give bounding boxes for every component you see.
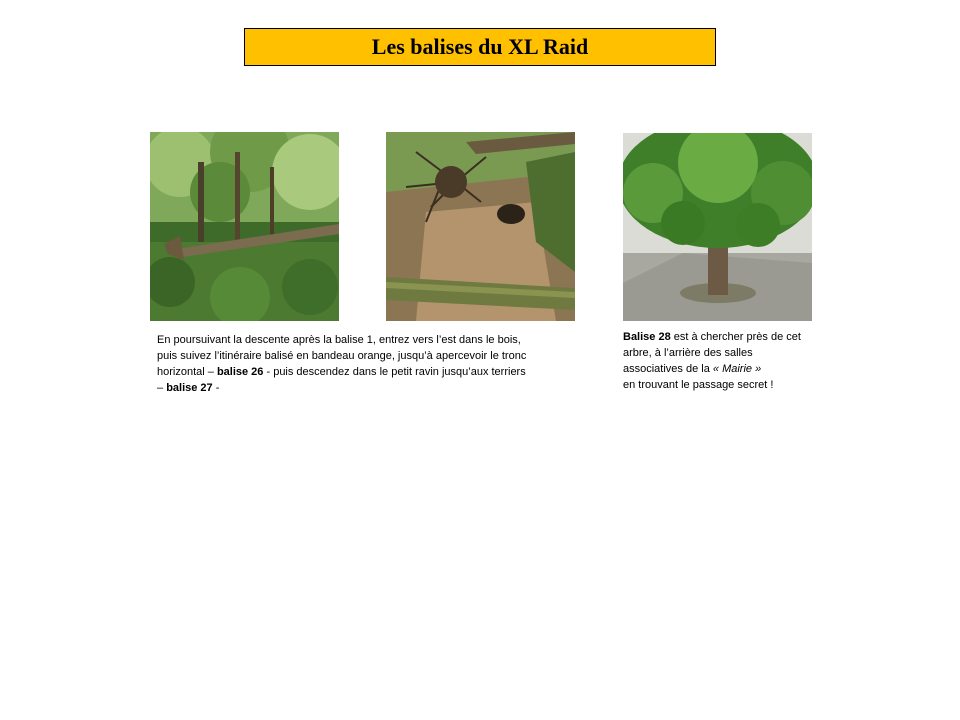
balise-27-label: balise 27: [166, 382, 213, 394]
mairie-label: « Mairie »: [712, 363, 762, 375]
caption1-line1: En poursuivant la descente après la balise 1, entrez vers l’est dans le bois,: [157, 334, 521, 346]
caption1-line3-pre: horizontal –: [157, 366, 217, 378]
page-title: Les balises du XL Raid: [371, 34, 589, 59]
tree-courtyard-photo: [623, 133, 812, 321]
caption-balises-26-27: [157, 332, 577, 396]
title-banner: [244, 28, 716, 66]
balise-26-label: balise 26: [216, 366, 264, 378]
caption2-line4: en trouvant le passage secret !: [623, 379, 774, 391]
forest-fallen-tree-photo: [150, 132, 339, 321]
balise-28-label: Balise 28: [623, 331, 671, 343]
caption1-line3-post: - puis descendez dans le petit ravin jusqu’aux terriers: [263, 366, 526, 378]
caption2-line1: [623, 329, 823, 345]
caption1-line3: [157, 364, 577, 380]
caption1-line4-pre: –: [157, 382, 167, 394]
caption2-line1-post: est à chercher près de cet: [670, 331, 801, 343]
caption2-line2: arbre, à l’arrière des salles: [623, 347, 753, 359]
ravine-roots-photo: [386, 132, 575, 321]
caption2-line3-pre: associatives de la: [623, 363, 713, 375]
caption1-line2: puis suivez l’itinéraire balisé en bandeau orange, jusqu’à apercevoir le tronc: [157, 350, 527, 362]
caption2-line3: [623, 361, 823, 377]
caption-balise-28: [623, 329, 823, 393]
caption1-line4-post: -: [212, 382, 220, 394]
caption1-line4: [157, 380, 577, 396]
